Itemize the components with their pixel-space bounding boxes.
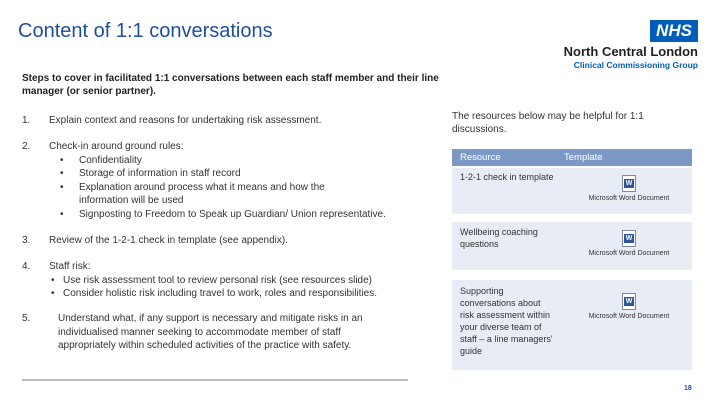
step-number: 5. [22,313,31,324]
column-header-resource: Resource [460,152,501,163]
column-header-template: Template [564,152,603,163]
word-document-attachment[interactable] [584,175,674,203]
word-document-icon: W [622,293,636,310]
resource-row [452,168,692,214]
resources-intro: The resources below may be helpful for 1:1 discussions. [452,111,644,135]
slide-title: Content of 1:1 conversations [18,20,273,42]
word-document-icon: W [622,230,636,247]
resource-label: Wellbeing coaching questions [460,227,538,249]
step-text: Understand what, if any support is necessary and mitigate risks in an individualised manner seeking to accommodate member of staff appropriately within scheduled activities of the practice with safety. [58,313,363,351]
org-subtitle: Clinical Commissioning Group [573,60,698,70]
step-number: 2. [22,141,31,152]
intro-text: Steps to cover in facilitated 1:1 conversations between each staff member and their line manager (or senior partner). [22,73,439,97]
resource-label: Supporting conversations about risk assessment within your diverse team of staff – a line managers' guide [460,286,553,356]
word-document-attachment[interactable] [584,293,674,321]
divider-line [22,379,408,381]
resource-row [452,280,692,370]
bullet-item: • Storage of information in staff record [49,167,429,181]
bullet-item: • Use risk assessment tool to review personal risk (see resources slide) [49,274,429,288]
step-number: 4. [22,261,31,272]
word-document-icon: W [622,175,636,192]
step-text: Explain context and reasons for undertaking risk assessment. [49,115,322,126]
bullet-item: • Explanation around process what it means and how the information will be used [49,181,369,208]
bullet-item: • Confidentiality [49,154,429,168]
step-text: Staff risk: [49,261,91,272]
word-document-attachment[interactable] [584,230,674,258]
step-text: Review of the 1-2-1 check in template (see appendix). [49,235,289,246]
document-caption: Microsoft Word Document [588,195,670,202]
nhs-badge: NHS [650,20,698,42]
nhs-logo [528,20,698,70]
step-text: Check-in around ground rules: [49,141,184,152]
document-caption: Microsoft Word Document [588,313,670,320]
document-caption: Microsoft Word Document [588,250,670,257]
org-name: North Central London [563,44,698,59]
bullet-item: • Consider holistic risk including travel to work, roles and responsibilities. [49,287,429,301]
resources-table-header [452,149,692,166]
resource-row [452,222,692,270]
step-number: 3. [22,235,31,246]
page-number: 18 [684,385,692,392]
resource-label: 1-2-1 check in template [460,172,554,182]
step-number: 1. [22,115,31,126]
bullet-item: • Signposting to Freedom to Speak up Guardian/ Union representative. [49,208,429,222]
